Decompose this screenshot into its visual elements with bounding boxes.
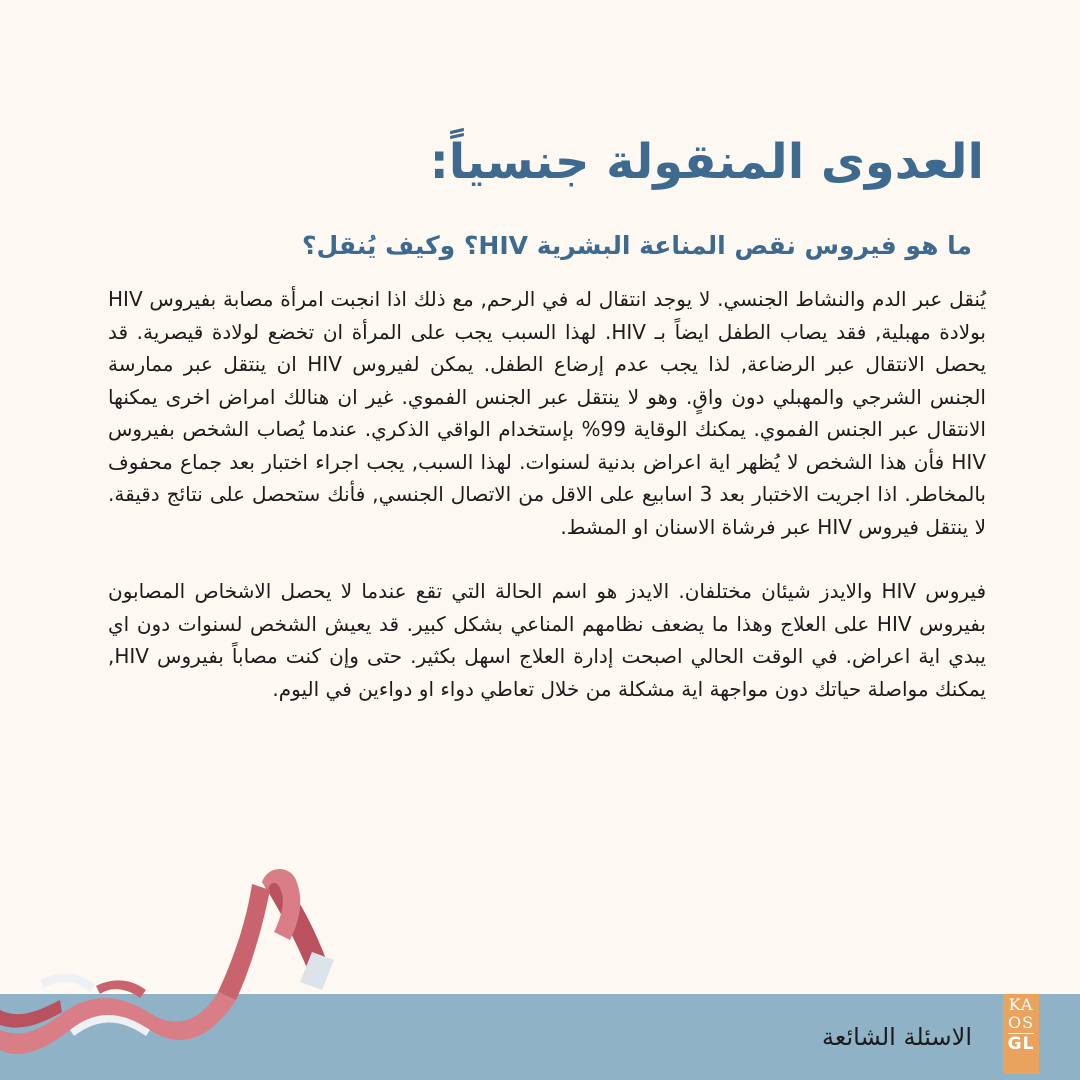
logo-text-os: OS <box>1007 1013 1035 1032</box>
body-text <box>108 283 986 705</box>
section-subtitle: ما هو فيروس نقص المناعة البشرية HIV؟ وكيف يُنقل؟ <box>302 231 972 260</box>
paragraph-transmission: يُنقل عبر الدم والنشاط الجنسي. لا يوجد انتقال له في الرحم, مع ذلك اذا انجبت امرأة مصابة بفيروس HIV بولادة مهبلية, فقد يصاب الطفل ايضاً بـ HIV. لهذا السبب يجب على المرأة ان تخضع لولادة قيصرية. قد يحصل الانتقال عبر الرضاعة, لذا يجب عدم إرضاع الطفل. يمكن لفيروس HIV ان ينتقل عبر ممارسة الجنس الشرجي والمهبلي دون واقٍ. وهو لا ينتقل عبر الجنس الفموي. غير ان هنالك امراض اخرى يمكنها الانتقال عبر الجنس الفموي. يمكنك الوقاية 99% بإستخدام الواقي الذكري. عندما يُصاب الشخص بفيروس HIV فأن هذا الشخص لا يُظهر اية اعراض بدنية لسنوات. لهذا السبب, يجب اجراء اختبار بعد جماع محفوف بالمخاطر. اذا اجريت الاختبار بعد 3 اسابيع على الاقل من الاتصال الجنسي, فأنك ستحصل على نتائج دقيقة. لا ينتقل فيروس HIV عبر فرشاة الاسنان او المشط. <box>108 287 987 539</box>
logo-text-ka: KA <box>1008 995 1034 1014</box>
logo-text-gl: GL <box>1007 1034 1035 1054</box>
paragraph-hiv-aids: فيروس HIV والايدز شيئان مختلفان. الايدز هو اسم الحالة التي تقع عندما لا يحصل الاشخاص المصابون بفيروس HIV على العلاج وهذا ما يضعف نظامهم المناعي بشكل كبير. قد يعيش الشخص لسنوات دون اي يبدي اية اعراض. في الوقت الحالي اصبحت إدارة العلاج اسهل بكثير. حتى وإن كنت مصاباً بفيروس HIV, يمكنك مواصلة حياتك دون مواجهة اية مشكلة من خلال تعاطي دواء او دواءين في اليوم. <box>108 579 987 701</box>
footer-label: الاسئلة الشائعة <box>822 1023 972 1051</box>
page-title: العدوى المنقولة جنسياً: <box>429 134 984 190</box>
awareness-ribbon-icon <box>0 860 350 1080</box>
kaosgl-logo <box>1003 994 1039 1074</box>
